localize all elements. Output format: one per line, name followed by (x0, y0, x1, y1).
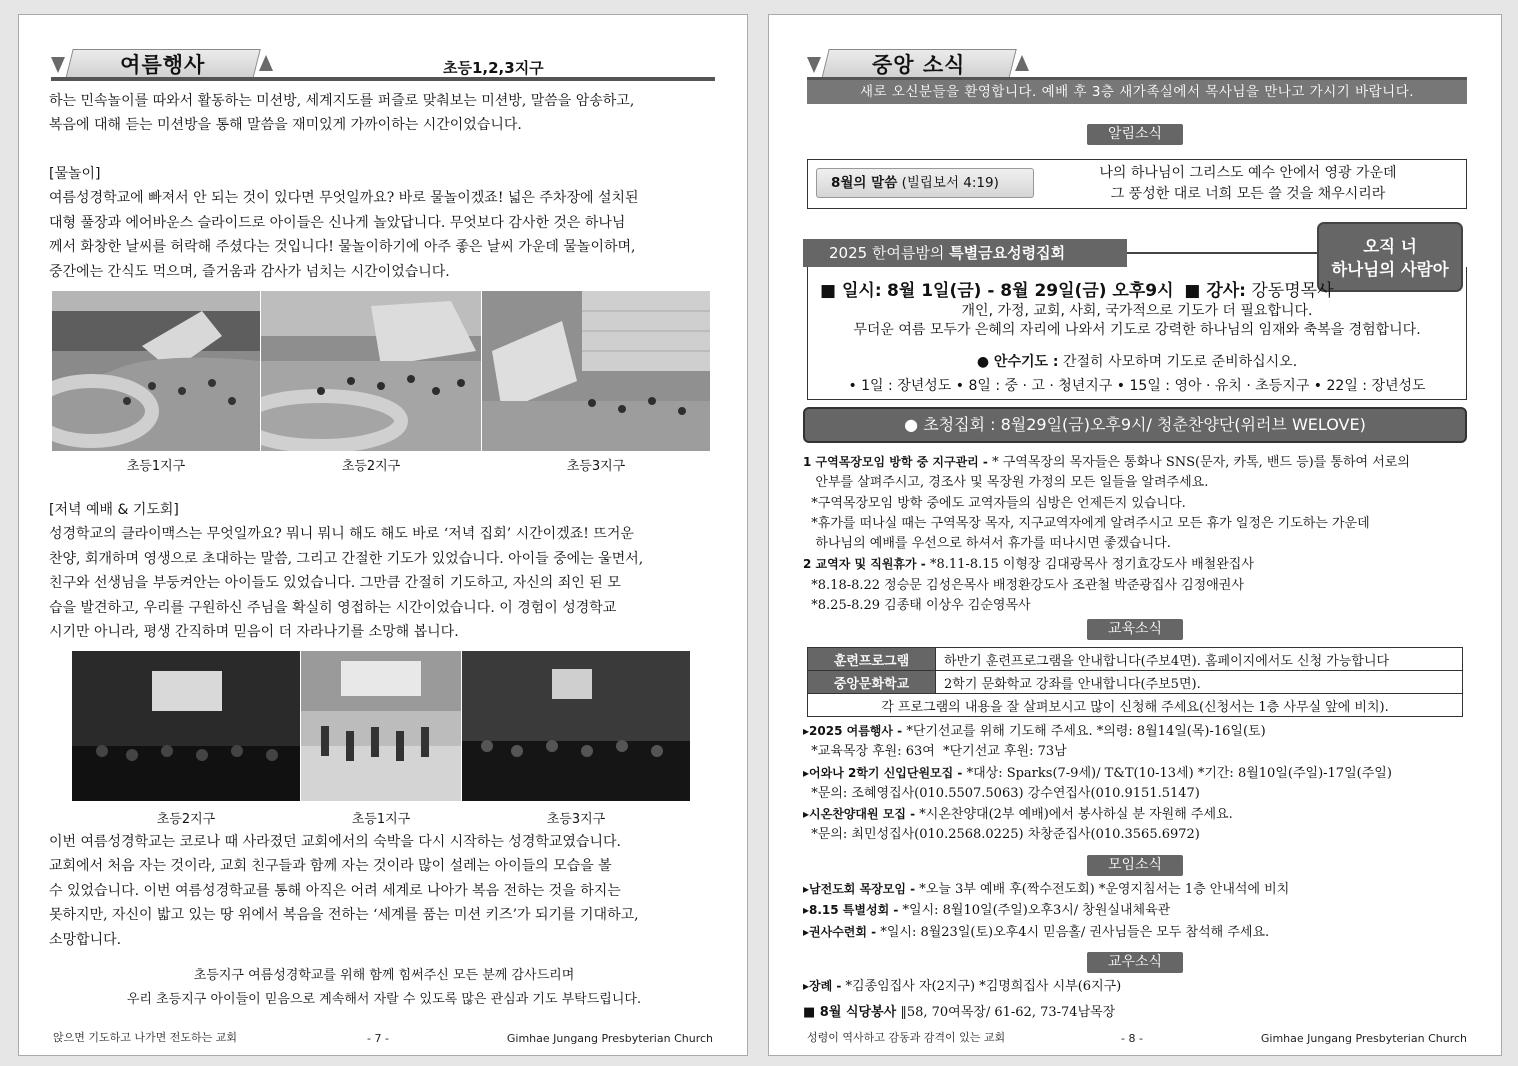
meet-pill: 모임소식 (1087, 855, 1183, 876)
notice-item: *8.18-8.22 정승문 김성은목사 배정환강도사 조관철 박준광집사 김정애권사 (803, 577, 1244, 593)
water-play-paragraph: [물놀이] 여름성경학교에 빠져서 안 되는 것이 있다면 무엇일까요? 바로 물놀이겠죠! 넓은 주차장에 설치된 대형 풀장과 에어바운스 슬라이드로 아이들은 신나게 놀았답니다. 무엇보다 감사한 것은 하나님 께서 화창한 날씨를 허락해 주셨다는 것입니다! 물놀이하기에 아주 좋은 날씨 가운데 물놀이하며, 중간에는 간식도 먹으며, 즐거움과 감사가 넘치는 시간이었습니다. (49, 162, 729, 284)
revival-title-bar: 2025 한여름밤의 특별금요성령집회 (803, 239, 1127, 267)
footer-page-number: - 7 - (367, 1032, 389, 1045)
water-heading: [물놀이] (49, 166, 101, 182)
list-item: ▸시온찬양대원 모집 - *시온찬양대(2부 예배)에서 봉사하실 분 자원해 주세요. (803, 807, 1233, 823)
list-item: ▸권사수련회 - *일시: 8월23일(토)오후4시 믿음홀/ 권사님들은 모두 참석해 주세요. (803, 924, 1270, 940)
title-underline (51, 77, 715, 81)
caption-photo2-1: 초등2지구 (156, 812, 216, 827)
notice-item: 2 교역자 및 직원휴가 - *8.11-8.15 이형장 김대광목사 정기효강도사 배철완집사 (803, 557, 1254, 573)
revival-prayer: ● 안수기도 : 간절히 사모하며 기도로 준비하십시오. (976, 354, 1298, 370)
photo-worship-2 (301, 651, 461, 801)
revival-description: 개인, 가정, 교회, 사회, 국가적으로 기도가 더 필요합니다. 무더운 여름 모두가 은혜의 자리에 나와서 기도로 강력한 하나님의 임재와 축복을 경험합니다. (853, 303, 1421, 338)
section-title-text: 여름행사 (120, 53, 206, 77)
friend-pill: 교우소식 (1087, 952, 1183, 973)
notice-item: 1 구역목장모임 방학 중 지구관리 - * 구역목장의 목자들은 통화나 SNS(문자, 카톡, 밴드 등)를 통하여 서로의 (803, 455, 1410, 470)
verse-label-box (816, 168, 1034, 198)
list-item: ▸어와나 2학기 신입단원모집 - *대상: Sparks(7-9세)/ T&T(10-13세) *기간: 8월10일(주일)-17일(주일) (803, 765, 1392, 781)
photo-worship-3 (462, 651, 690, 801)
notice-list (803, 452, 1502, 616)
intro-paragraph: 하는 민속놀이를 따와서 활동하는 미션방, 세계지도를 퍼즐로 맞춰보는 미션방, 말씀을 암송하고, 복음에 대해 듣는 미션방을 통해 말씀을 재미있게 가까이하는 시간이었습니다. (49, 93, 635, 134)
page-8 (768, 14, 1502, 1056)
notice-item: *휴가를 떠나실 때는 구역목장 목자, 지구교역자에게 알려주시고 모든 휴가 일정은 기도하는 가운데 (803, 515, 1370, 531)
footer-left: 성령이 역사하고 감동과 감격이 있는 교회 (807, 1031, 1006, 1044)
footer-left: 앉으면 기도하고 나가면 전도하는 교회 (53, 1031, 238, 1044)
footer-page-number: - 8 - (1121, 1032, 1143, 1045)
caption-photo1-3: 초등3지구 (566, 459, 626, 474)
footer-right: Gimhae Jungang Presbyterian Church (1260, 1032, 1467, 1045)
photo-water-play-2 (261, 291, 481, 451)
caption-photo1-1: 초등1지구 (126, 459, 186, 474)
revival-box (807, 267, 1467, 400)
table-row: 중앙문화학교 2학기 문화학교 강좌를 안내합니다(주보5면). (808, 671, 1463, 694)
edu-items (803, 721, 1502, 846)
verse-label: 8월의 말씀 (831, 175, 898, 191)
list-item: *문의: 조혜영집사(010.5507.5063) 강수연집사(010.9151.5147) (803, 785, 1200, 801)
caption-photo2-3: 초등3지구 (546, 812, 606, 827)
table-row: 훈련프로그램 하반기 훈련프로그램을 안내합니다(주보4면). 홈페이지에서도 신청 가능합니다 (808, 648, 1463, 671)
notice-item: *8.25-8.29 김종태 이상우 김순영목사 (803, 598, 1031, 614)
caption-photo2-2: 초등1지구 (351, 812, 411, 827)
thanks-message: 초등지구 여름성경학교를 위해 함께 힘써주신 모든 분께 감사드리며 우리 초등지구 아이들이 믿음으로 계속해서 자랄 수 있도록 많은 관심과 기도 부탁드립니다. (126, 968, 642, 1007)
verse-ref: (빌립보서 4:19) (901, 175, 999, 191)
revival-title-line (1127, 252, 1317, 254)
caption-photo1-2: 초등2지구 (341, 459, 401, 474)
welcome-banner: 새로 오신분들을 환영합니다. 예배 후 3층 새가족실에서 목사님을 만나고 가시기 바랍니다. (807, 80, 1467, 104)
edu-pill: 교육소식 (1087, 619, 1183, 640)
list-item: ▸남전도회 목장모임 - *오늘 3부 예배 후(짝수전도회) *운영지침서는 1층 안내석에 비치 (803, 882, 1290, 897)
edu-table (807, 647, 1463, 717)
closing-paragraph: 이번 여름성경학교는 코로나 때 사라졌던 교회에서의 숙박을 다시 시작하는 성경학교였습니다. 교회에서 처음 자는 것이라, 교회 친구들과 함께 자는 것이라 많이 설레는 아이들의 모습을 볼 수 있었습니다. 이번 여름성경학교를 통해 아직은 어려 세계로 나아가 복음 전하는 것을 하지는 못하지만, 자신이 밟고 있는 땅 위에서 복음을 전하는 ‘세계를 품는 미션 키즈’가 되기를 기대하고, 소망합니다. (49, 834, 639, 948)
photo-water-play-3 (482, 291, 710, 451)
list-item: ▸2025 여름행사 - *단기선교를 위해 기도해 주세요. *의령: 8월14일(목)-16일(토) (803, 724, 1266, 739)
section-title-text: 중앙 소식 (872, 53, 966, 77)
notice-item: 안부를 살펴주시고, 경조사 및 목장원 가정의 모든 일들을 알려주세요. (803, 475, 1209, 491)
subtitle: 초등1,2,3지구 (443, 59, 544, 77)
notice-item: *구역목장모임 방학 중에도 교역자들의 심방은 언제든지 있습니다. (803, 495, 1186, 511)
notice-item: 하나님의 예배를 우선으로 하셔서 휴가를 떠나시면 좋겠습니다. (803, 536, 1171, 552)
revival-badge: 오직 너 하나님의 사람아 (1317, 222, 1463, 292)
list-item: *문의: 최민성집사(010.2568.0225) 차창준집사(010.3565.6972) (803, 827, 1200, 843)
footer-right: Gimhae Jungang Presbyterian Church (506, 1032, 713, 1045)
verse-text: 나의 하나님이 그리스도 예수 안에서 영광 가운데 그 풍성한 대로 너희 모든 쓸 것을 채우시리라 (1099, 165, 1397, 202)
revival-date: ■ 일시: 8월 1일(금) - 8월 29일(금) 오후9시 ■ 강사: 강동명목사 (820, 281, 1334, 301)
verse-box (807, 159, 1467, 209)
meet-items (803, 879, 1502, 943)
worship-paragraph: [저녁 예배 & 기도회] 성경학교의 클라이맥스는 무엇일까요? 뭐니 뭐니 해도 해도 바로 ‘저녁 집회’ 시간이겠죠! 뜨거운 찬양, 회개하며 영생으로 초대하는 말씀, 그리고 간절한 기도가 있었습니다. 아이들 중에는 울면서, 친구와 선생님을 부둥켜안는 아이들도 있었습니다. 그만큼 간절히 기도하고, 자신의 죄인 된 모 습을 발견하고, 우리를 구원하신 주님을 확실히 영접하는 시간이었습니다. 이 경험이 성경학교 시기만 아니라, 평생 간직하며 믿음이 더 자라나기를 소망해 봅니다. (49, 498, 729, 644)
page-7 (18, 14, 748, 1056)
notice-pill: 알림소식 (1087, 124, 1183, 145)
list-item: ▸8.15 특별성회 - *일시: 8월10일(주일)오후3시/ 창원실내체육관 (803, 903, 1171, 919)
worship-heading: [저녁 예배 & 기도회] (49, 502, 179, 518)
list-item: ▸장례 - *김종임집사 자(2지구) *김명희집사 시부(6지구) (803, 979, 1122, 994)
photo-worship-1 (72, 651, 300, 801)
friend-items (803, 976, 1502, 997)
section-title-central-news (807, 49, 1037, 79)
revival-schedule: • 1일 : 장년성도 • 8일 : 중 · 고 · 청년지구 • 15일 : 영아 · 유치 · 초등지구 • 22일 : 장년성도 (848, 378, 1426, 394)
list-item: *교육목장 후원: 63여 *단기선교 후원: 73남 (803, 744, 1067, 760)
invite-bar: ● 초청집회 : 8월29일(금)오후9시/ 청춘찬양단(위러브 WELOVE) (803, 407, 1467, 443)
section-title-summer-event (51, 49, 281, 79)
photo-water-play-1 (52, 291, 260, 451)
table-row: 각 프로그램의 내용을 잘 살펴보시고 많이 신청해 주세요(신청서는 1층 사무실 앞에 비치). (808, 694, 1463, 717)
meal-service: ■ 8월 식당봉사 ‖58, 70여목장/ 61-62, 73-74남목장 (803, 1005, 1116, 1020)
